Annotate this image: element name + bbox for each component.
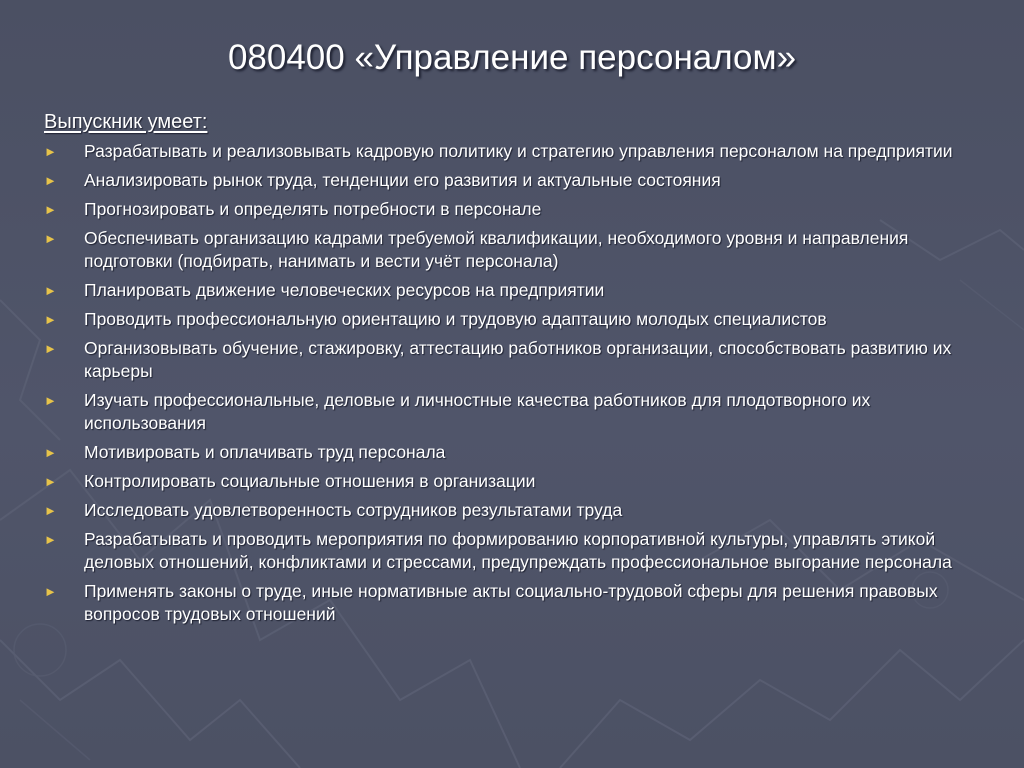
list-item-text: Разрабатывать и реализовывать кадровую политику и стратегию управления персоналом на предприятии	[84, 141, 953, 161]
list-item-text: Обеспечивать организацию кадрами требуемой квалификации, необходимого уровня и направления подготовки (подбирать, нанимать и вести учёт персонала)	[84, 228, 909, 271]
arrow-bullet-icon: ►	[44, 341, 57, 356]
arrow-bullet-icon: ►	[44, 144, 57, 159]
section-heading: Выпускник умеет:	[44, 111, 208, 133]
bullet-list	[44, 140, 994, 626]
arrow-bullet-icon: ►	[44, 312, 57, 327]
list-item	[44, 227, 994, 273]
arrow-bullet-icon: ►	[44, 231, 57, 246]
slide-content	[44, 108, 994, 632]
arrow-bullet-icon: ►	[44, 202, 57, 217]
arrow-bullet-icon: ►	[44, 474, 57, 489]
list-item	[44, 308, 994, 331]
list-item-text: Применять законы о труде, иные нормативные акты социально-трудовой сферы для решения правовых вопросов трудовых отношений	[84, 581, 938, 624]
list-item-text: Исследовать удовлетворенность сотрудников результатами труда	[84, 500, 623, 520]
arrow-bullet-icon: ►	[44, 445, 57, 460]
arrow-bullet-icon: ►	[44, 584, 57, 599]
list-item-text: Планировать движение человеческих ресурсов на предприятии	[84, 280, 605, 300]
list-item	[44, 140, 994, 163]
arrow-bullet-icon: ►	[44, 503, 57, 518]
list-item-text: Прогнозировать и определять потребности в персонале	[84, 199, 542, 219]
list-item	[44, 470, 994, 493]
list-item	[44, 441, 994, 464]
list-item	[44, 169, 994, 192]
arrow-bullet-icon: ►	[44, 393, 57, 408]
list-item-text: Мотивировать и оплачивать труд персонала	[84, 442, 446, 462]
list-item-text: Проводить профессиональную ориентацию и трудовую адаптацию молодых специалистов	[84, 309, 827, 329]
slide-title: 080400 «Управление персоналом»	[227, 38, 797, 77]
list-item-text: Организовывать обучение, стажировку, аттестацию работников организации, способствовать развитию их карьеры	[84, 338, 952, 381]
list-item	[44, 580, 994, 626]
list-item	[44, 389, 994, 435]
list-item	[44, 337, 994, 383]
list-item	[44, 528, 994, 574]
list-item-text: Разрабатывать и проводить мероприятия по формированию корпоративной культуры, управлять этикой деловых отношений, конфликтами и стрессами, предупреждать профессиональное выгорание персонала	[84, 529, 952, 572]
list-item-text: Анализировать рынок труда, тенденции его развития и актуальные состояния	[84, 170, 721, 190]
list-item	[44, 198, 994, 221]
list-item	[44, 279, 994, 302]
arrow-bullet-icon: ►	[44, 532, 57, 547]
list-item	[44, 499, 994, 522]
list-item-text: Контролировать социальные отношения в организации	[84, 471, 536, 491]
list-item-text: Изучать профессиональные, деловые и личностные качества работников для плодотворного их использования	[84, 390, 871, 433]
arrow-bullet-icon: ►	[44, 283, 57, 298]
arrow-bullet-icon: ►	[44, 173, 57, 188]
